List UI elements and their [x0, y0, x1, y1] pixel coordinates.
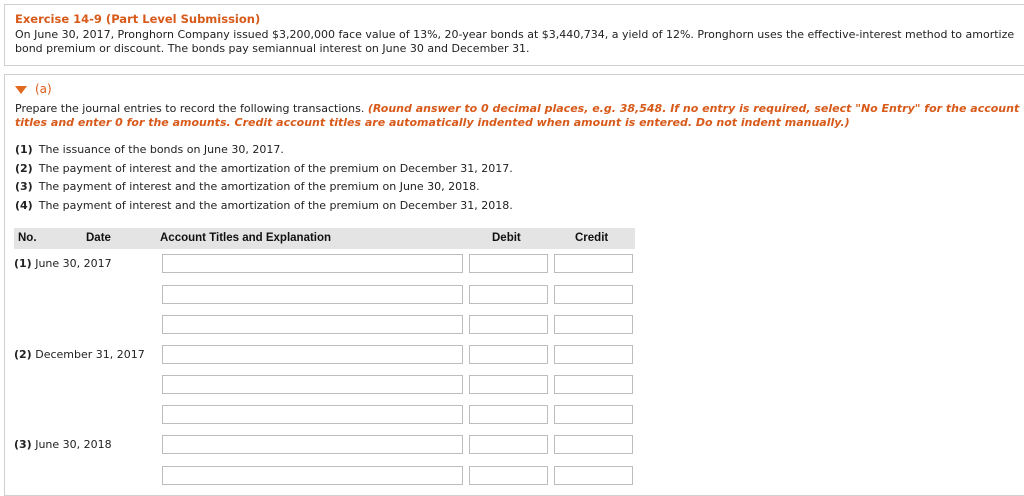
debit-input[interactable]	[469, 435, 548, 454]
transaction-item: (2) The payment of interest and the amortization of the premium on December 31, 2017.	[15, 161, 513, 175]
credit-input[interactable]	[554, 435, 633, 454]
exercise-title: Exercise 14-9 (Part Level Submission)	[15, 12, 261, 26]
instructions	[15, 102, 1024, 130]
transaction-item: (3) The payment of interest and the amortization of the premium on June 30, 2018.	[15, 180, 480, 193]
header-account: Account Titles and Explanation	[160, 232, 332, 244]
account-title-input[interactable]	[162, 285, 463, 304]
debit-input[interactable]	[469, 375, 548, 394]
debit-input[interactable]	[469, 254, 548, 273]
account-title-input[interactable]	[162, 254, 463, 273]
debit-input[interactable]	[469, 345, 548, 364]
credit-input[interactable]	[554, 254, 633, 273]
account-title-input[interactable]	[162, 435, 463, 454]
header-credit: Credit	[575, 232, 609, 244]
debit-input[interactable]	[469, 466, 548, 485]
transaction-item: (4) The payment of interest and the amortization of the premium on December 31, 2018.	[15, 198, 513, 212]
table-header	[14, 228, 635, 249]
debit-input[interactable]	[469, 285, 548, 304]
account-title-input[interactable]	[162, 345, 463, 364]
part-label: (a)	[35, 82, 52, 96]
debit-input[interactable]	[469, 315, 548, 334]
part-a-toggle[interactable]	[15, 82, 52, 96]
debit-input[interactable]	[469, 405, 548, 424]
instruction-text: Prepare the journal entries to record the following transactions.	[15, 102, 365, 115]
entry-label: (2) December 31, 2017	[14, 348, 145, 361]
entry-label: (1) June 30, 2017	[14, 257, 112, 270]
credit-input[interactable]	[554, 405, 633, 424]
credit-input[interactable]	[554, 315, 633, 334]
caret-down-icon[interactable]	[15, 86, 27, 94]
header-no: No.	[18, 232, 37, 244]
header-date: Date	[86, 232, 111, 244]
credit-input[interactable]	[554, 466, 633, 485]
account-title-input[interactable]	[162, 375, 463, 394]
credit-input[interactable]	[554, 345, 633, 364]
credit-input[interactable]	[554, 285, 633, 304]
header-debit: Debit	[492, 232, 521, 244]
account-title-input[interactable]	[162, 315, 463, 334]
account-title-input[interactable]	[162, 405, 463, 424]
transaction-list	[15, 141, 513, 215]
credit-input[interactable]	[554, 375, 633, 394]
exercise-description: On June 30, 2017, Pronghorn Company issued $3,200,000 face value of 13%, 20-year bonds at $3,440,734, a yield of 12%. Pronghorn uses the effective-interest method to amortize bond premium or discount. The bonds pay semiannual interest on June 30 and December 31.	[15, 28, 1015, 55]
exercise-panel	[4, 4, 1024, 66]
account-title-input[interactable]	[162, 466, 463, 485]
instruction-highlight: (Round answer to 0 decimal places, e.g. 38,548. If no entry is required, select "No Entry" for the account titles and enter 0 for the amounts. Credit account titles are automatically indented when amount is entered. Do not indent manually.)	[15, 102, 1020, 129]
entry-label: (3) June 30, 2018	[14, 438, 112, 451]
transaction-item: (1) The issuance of the bonds on June 30, 2017.	[15, 143, 284, 156]
